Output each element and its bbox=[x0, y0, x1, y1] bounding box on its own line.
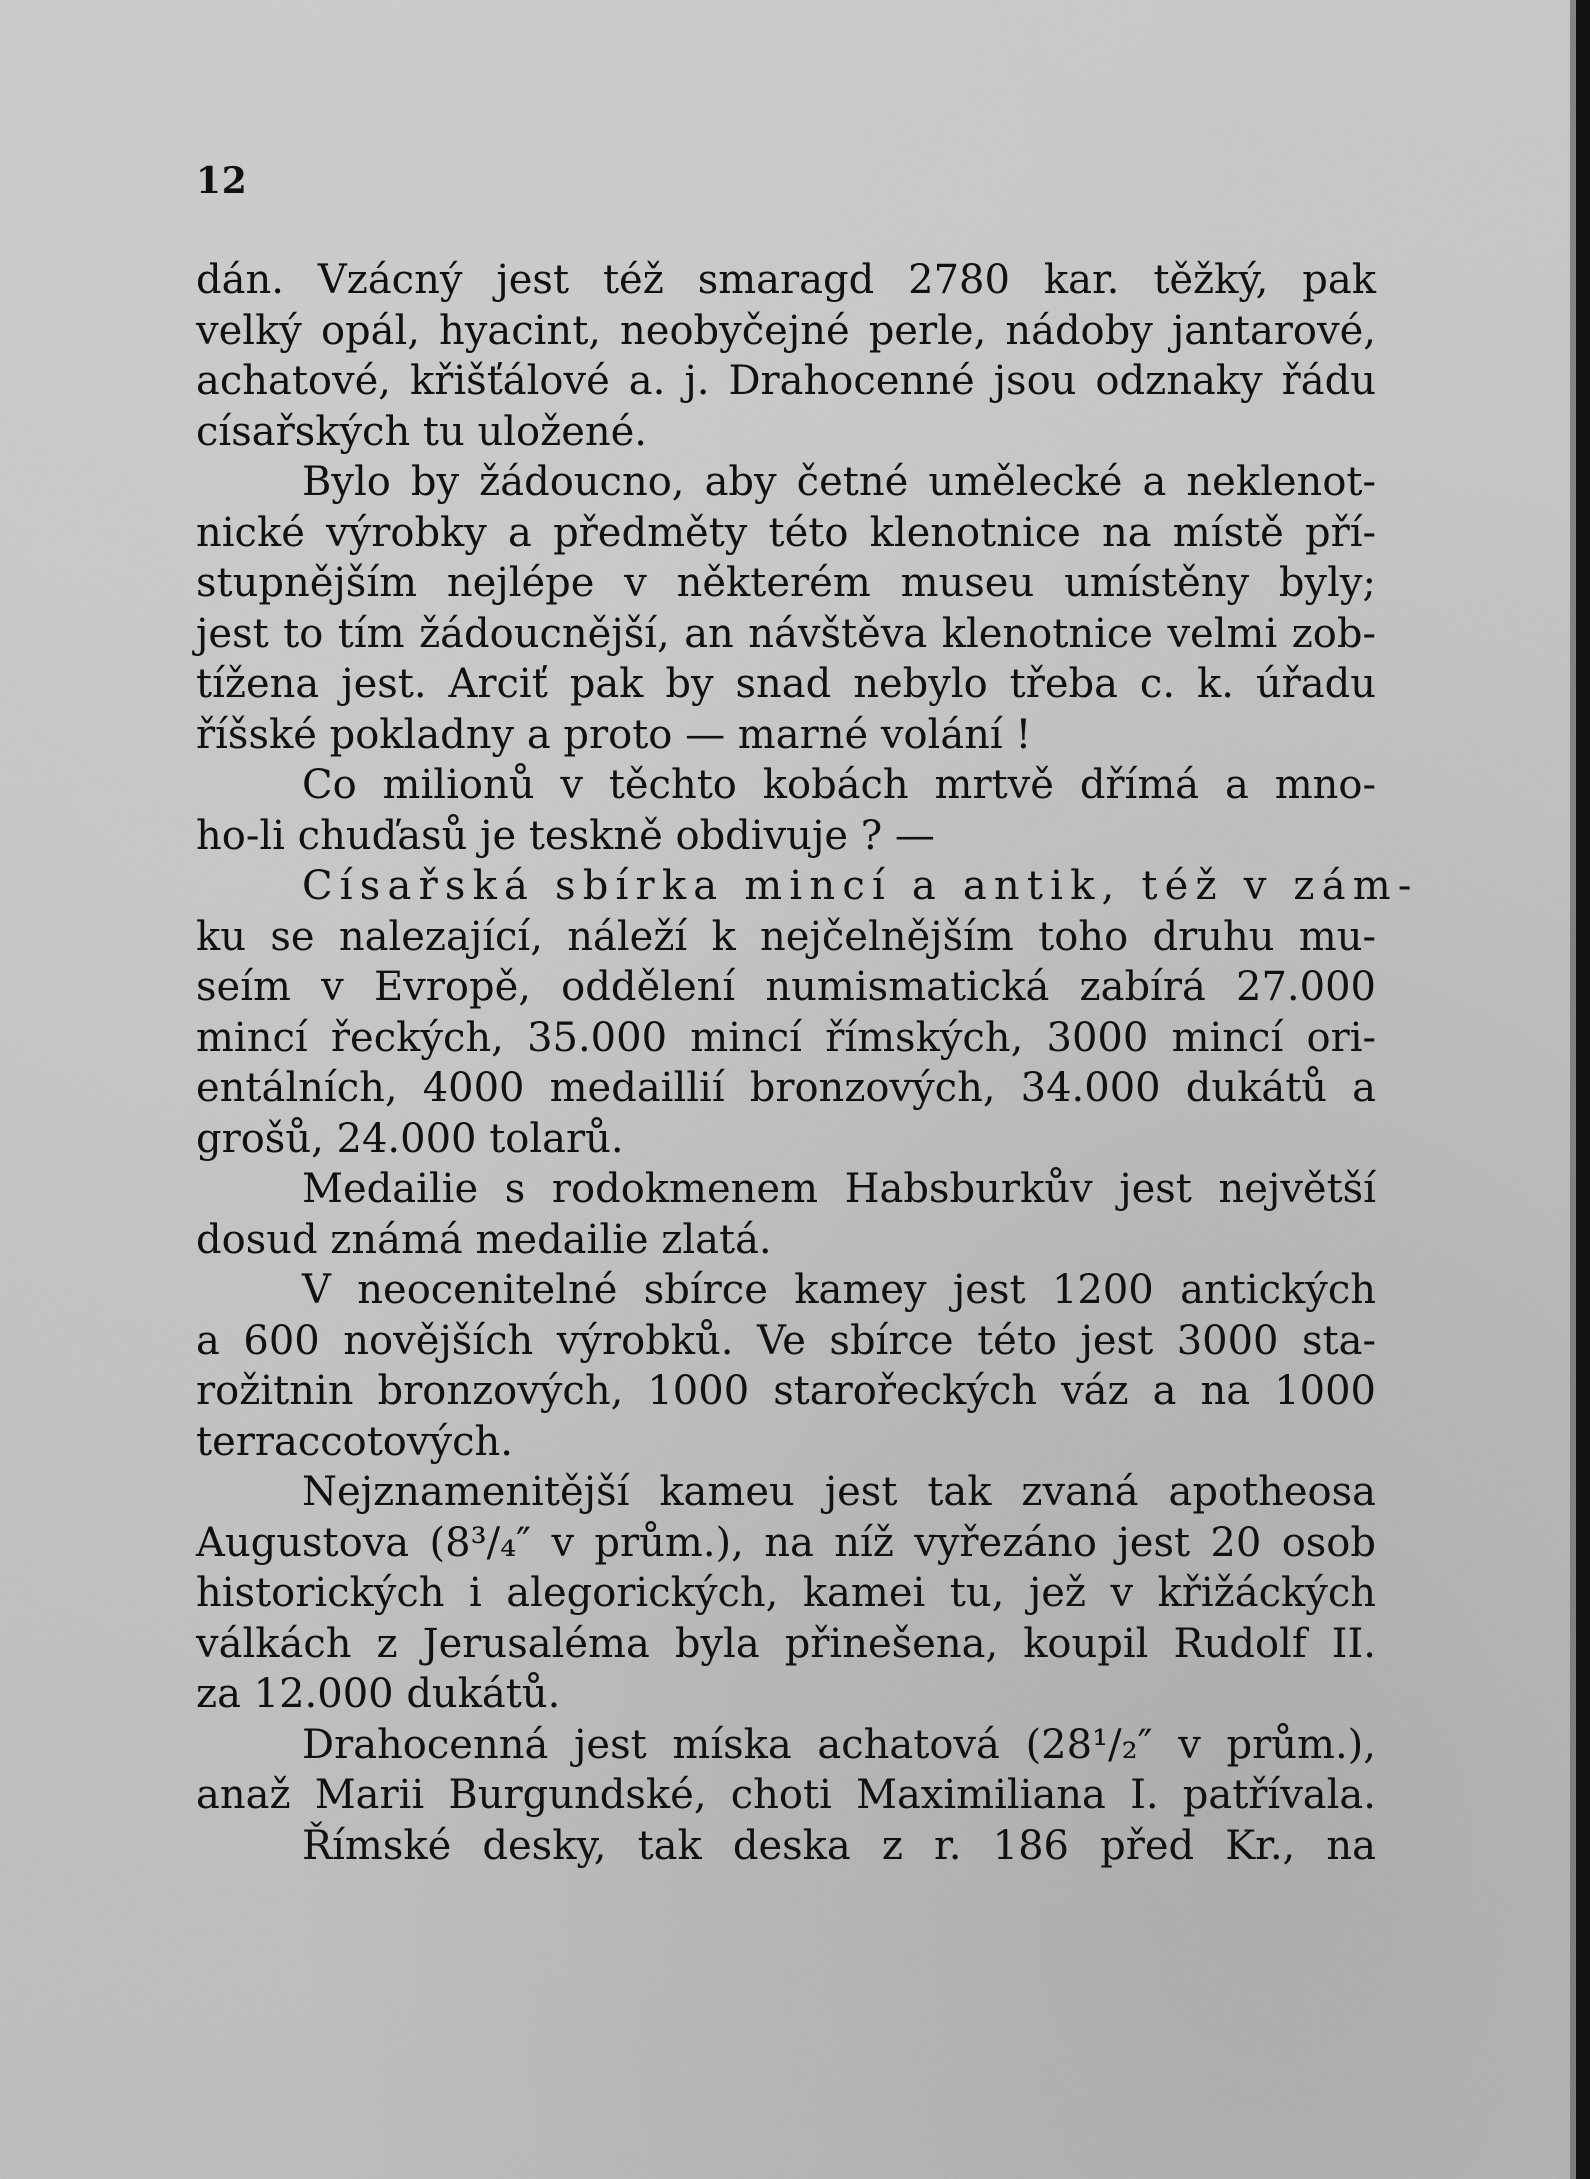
text-line: válkách z Jerusaléma byla přinešena, koupil Rudolf II. bbox=[196, 1620, 1376, 1667]
text-line: Co milionů v těchto kobách mrtvě dřímá a mno- bbox=[302, 762, 1376, 808]
text-line: grošů, 24.000 tolarů. bbox=[196, 1115, 624, 1162]
text-line: a 600 novějších výrobků. Ve sbírce této jest 3000 sta- bbox=[196, 1317, 1376, 1364]
text-line: za 12.000 dukátů. bbox=[196, 1671, 561, 1717]
text-line: říšské pokladny a proto — marné volání ! bbox=[196, 711, 1032, 758]
text-line: seím v Evropě, oddělení numismatická zabírá 27.000 bbox=[196, 964, 1376, 1010]
text-line: Římské desky, tak deska z r. 186 před Kr., na bbox=[302, 1822, 1376, 1869]
page-number: 12 bbox=[196, 160, 248, 202]
text-line: historických i alegorických, kamei tu, jež v křižáckých bbox=[196, 1570, 1376, 1616]
text-line: Bylo by žádoucno, aby četné umělecké a neklenot- bbox=[302, 459, 1376, 505]
text-line: Medailie s rodokmenem Habsburkův jest největší bbox=[302, 1166, 1376, 1212]
text-line: ho-li chuďasů je teskně obdivuje ? — bbox=[196, 812, 935, 859]
text-line: mincí řeckých, 35.000 mincí římských, 3000 mincí ori- bbox=[196, 1014, 1376, 1061]
text-line: ku se nalezající, náleží k nejčelnějším toho druhu mu- bbox=[196, 913, 1376, 960]
text-line: dosud známá medailie zlatá. bbox=[196, 1216, 772, 1263]
text-line: anaž Marii Burgundské, choti Maximiliana I. patřívala. bbox=[196, 1772, 1376, 1818]
page-edge bbox=[1576, 0, 1590, 2179]
text-line: terraccotových. bbox=[196, 1418, 513, 1465]
text-line: achatové, křišťálové a. j. Drahocenné jsou odznaky řádu bbox=[196, 358, 1376, 404]
text-line: Drahocenná jest míska achatová (28¹/₂″ v prům.), bbox=[302, 1721, 1376, 1768]
text-line: entálních, 4000 medaillií bronzových, 34.000 dukátů a bbox=[196, 1065, 1376, 1111]
text-line: tížena jest. Arciť pak by snad nebylo třeba c. k. úřadu bbox=[196, 661, 1376, 707]
text-line: V neocenitelné sbírce kamey jest 1200 antických bbox=[302, 1267, 1376, 1313]
text-line: dán. Vzácný jest též smaragd 2780 kar. těžký, pak bbox=[196, 257, 1376, 303]
text-line: císařských tu uložené. bbox=[196, 408, 648, 455]
text-line: nické výrobky a předměty této klenotnice na místě pří- bbox=[196, 509, 1376, 556]
text-line: Nejznamenitější kameu jest tak zvaná apotheosa bbox=[302, 1469, 1376, 1515]
body-text bbox=[196, 255, 1419, 1871]
text-line: Augustova (8³/₄″ v prům.), na níž vyřezáno jest 20 osob bbox=[196, 1519, 1376, 1566]
text-line: jest to tím žádoucnější, an návštěva klenotnice velmi zob- bbox=[196, 610, 1376, 657]
text-line: stupnějším nejlépe v některém museu umístěny byly; bbox=[196, 560, 1376, 606]
text-line: velký opál, hyacint, neobyčejné perle, nádoby jantarové, bbox=[196, 307, 1376, 354]
text-line: rožitnin bronzových, 1000 starořeckých váz a na 1000 bbox=[196, 1368, 1376, 1414]
text-line: Císařská sbírka mincí a antik, též v zám- bbox=[302, 863, 1419, 909]
